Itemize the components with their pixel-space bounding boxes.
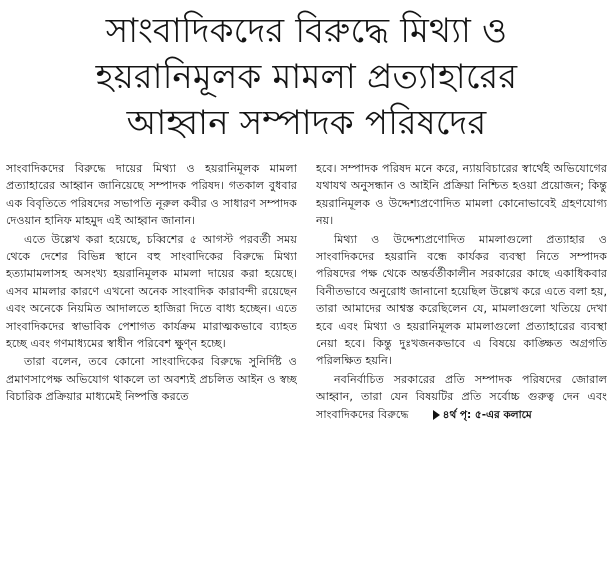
continued-note[interactable]	[415, 407, 532, 424]
headline	[6, 8, 607, 146]
continued-note-text: ৪র্থ পৃ: ৫-এর কলামে	[442, 408, 532, 421]
right-column	[316, 160, 607, 560]
left-paragraph-2: এতে উল্লেখ করা হয়েছে, চব্বিশের ৫ আগস্ট পরবর্তী সময় থেকে দেশের বিভিন্ন স্থানে বহু সাংবাদিকের বিরুদ্ধে মিথ্যা হত্যামামলাসহ অসংখ্য হয়রানিমূলক মামলা দায়ের করা হয়েছে। এসব মামলার কারণে এখনো অনেক সাংবাদিক কারাবন্দী রয়েছেন এবং অনেকে নিয়মিত আদালতে হাজিরা দিতে বাধ্য হচ্ছেন। এতে সাংবাদিকদের স্বাভাবিক পেশাগত কার্যক্রম মারাত্মকভাবে ব্যাহত হচ্ছে এবং গণমাধ্যমের স্বাধীন পরিবেশ ক্ষুণ্ন হচ্ছে।	[6, 232, 297, 351]
right-paragraph-1: হবে। সম্পাদক পরিষদ মনে করে, ন্যায়বিচারের স্বার্থেই অভিযোগের যথাযথ অনুসন্ধান ও আইনি প্রক্রিয়া নিশ্চিত হওয়া প্রয়োজন; কিন্তু হয়রানিমূলক ও উদ্দেশ্যপ্রণোদিত মামলা কোনোভাবেই গ্রহণযোগ্য নয়।	[316, 162, 607, 228]
article-body	[6, 160, 607, 560]
headline-line-3: আহ্বান সম্পাদক পরিষদের	[126, 103, 487, 143]
left-paragraph-1: সাংবাদিকদের বিরুদ্ধে দায়ের মিথ্যা ও হয়রানিমূলক মামলা প্রত্যাহারের আহ্বান জানিয়েছে সম্পাদক পরিষদ। গতকাল বুধবার এক বিবৃতিতে পরিষদের সভাপতি নূরুল কবীর ও সাধারণ সম্পাদক দেওয়ান হানিফ মাহমুদ এই আহ্বান জানান।	[6, 162, 297, 228]
right-paragraph-2: মিথ্যা ও উদ্দেশ্যপ্রণোদিত মামলাগুলো প্রত্যাহার ও সাংবাদিকদের হয়রানি বন্ধে কার্যকর ব্যবস্থা নিতে সম্পাদক পরিষদের পক্ষ থেকে অন্তর্বর্তীকালীন সরকারের কাছে একাধিকবার বিনীতভাবে অনুরোধ জানানো হয়েছিল উল্লেখ করে এতে বলা হয়, তারা আমাদের আশ্বস্ত করেছিলেন যে, মামলাগুলো খতিয়ে দেখা হবে এবং মিথ্যা ও হয়রানিমূলক মামলাগুলো প্রত্যাহারের ব্যবস্থা নেয়া হবে। কিন্তু দুঃখজনকভাবে এ বিষয়ে কাঙ্ক্ষিত অগ্রগতি পরিলক্ষিত হয়নি।	[316, 232, 607, 368]
right-paragraph-3-text: নবনির্বাচিত সরকারের প্রতি সম্পাদক পরিষদের জোরাল আহ্বান, তারা যেন বিষয়টির প্রতি সর্বোচ্চ গুরুত্ব দেন এবং সাংবাদিকদের বিরুদ্ধে	[316, 372, 607, 421]
headline-line-2: হয়রানিমূলক মামলা প্রত্যাহারের	[95, 57, 518, 97]
headline-line-1: সাংবাদিকদের বিরুদ্ধে মিথ্যা ও	[105, 11, 508, 51]
arrow-right-icon	[433, 410, 440, 420]
left-column	[6, 160, 297, 560]
left-paragraph-3: তারা বলেন, তবে কোনো সাংবাদিকের বিরুদ্ধে সুনির্দিষ্ট ও প্রমাণসাপেক্ষ অভিযোগ থাকলে তা অবশ্যই প্রচলিত আইন ও স্বচ্ছ বিচারিক প্রক্রিয়ার মাধ্যমেই নিষ্পত্তি করতে	[6, 355, 297, 404]
column-divider	[306, 160, 307, 560]
right-paragraph-3	[316, 371, 607, 424]
